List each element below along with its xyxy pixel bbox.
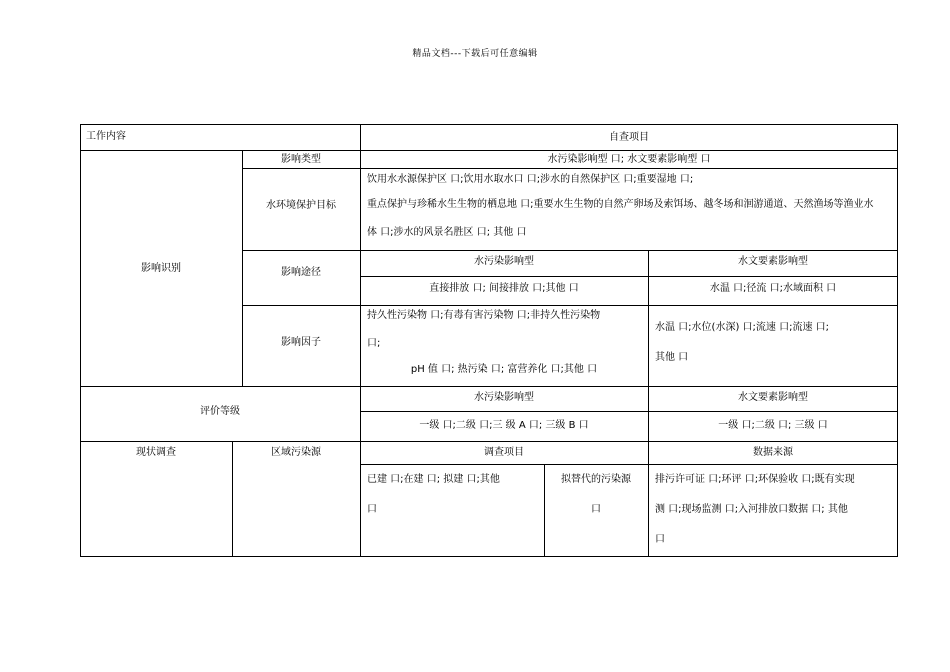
factor-hydrology-line: 水温 口;水位(水深) 口;流速 口;流速 口; [655,322,829,333]
water-env-target-line: 饮用水水源保护区 口;饮用水取水口 口;涉水的自然保护区 口;重要湿地 口; [367,174,694,185]
status-survey-label: 现状调查 [136,447,176,458]
data-source-header: 数据来源 [753,447,793,458]
data-source-line: 口 [655,534,665,545]
regional-pollution-label: 区域污染源 [271,447,321,458]
table-border-right [897,124,898,557]
path-pollution-value: 直接排放 口; 间接排放 口;其他 口 [429,283,579,294]
factor-pollution-line: 口; [367,338,381,349]
table-border-left [80,124,81,557]
row-divider [360,276,898,277]
row-divider [80,150,898,151]
eval-hydrology-type-header: 水文要素影响型 [738,392,808,403]
row-divider [360,411,898,412]
factor-pollution-line: pH 值 口; 热污染 口; 富营养化 口;其他 口 [410,364,598,375]
impact-factor-label: 影响因子 [281,337,321,348]
impact-path-label: 影响途径 [281,267,321,278]
alt-source-line: 口 [591,504,601,515]
impact-type-value: 水污染影响型 口; 水文要素影响型 口 [547,154,711,165]
path-hydrology-value: 水温 口;径流 口;水域面积 口 [709,283,837,294]
data-source-line: 排污许可证 口;环评 口;环保验收 口;既有实现 [655,474,855,485]
document-header: 精品文档---下载后可任意编辑 [412,49,538,59]
impact-identification-label: 影响识别 [141,263,181,274]
table-border-top [80,124,898,125]
col-divider [360,124,361,557]
survey-items-header: 调查项目 [484,447,524,458]
path-pollution-type-header: 水污染影响型 [474,256,534,267]
water-env-target-label: 水环境保护目标 [266,200,336,211]
eval-hydrology-value: 一级 口;二级 口; 三级 口 [718,420,828,431]
row-divider [80,441,898,442]
alt-source-line: 拟替代的污染源 [561,474,631,485]
table-border-bottom [80,556,898,557]
evaluation-level-label: 评价等级 [200,406,240,417]
eval-pollution-value: 一级 口;二级 口;三 级 A 口; 三级 B 口 [419,420,589,431]
water-env-target-line: 体 口;涉水的风景名胜区 口; 其他 口 [367,227,527,238]
row-divider [242,250,898,251]
row-divider [242,168,898,169]
survey-built-line: 口 [367,504,377,515]
survey-built-line: 已建 口;在建 口; 拟建 口;其他 [367,474,500,485]
self-check-header: 自查项目 [609,132,649,143]
factor-pollution-line: 持久性污染物 口;有毒有害污染物 口;非持久性污染物 [367,310,601,321]
water-env-target-line: 重点保护与珍稀水生生物的栖息地 口;重要水生生物的自然产卵场及索饵场、越冬场和洄游通道、天然渔场等渔业水 [367,199,874,210]
impact-type-label: 影响类型 [281,154,321,165]
factor-hydrology-line: 其他 口 [655,352,689,363]
eval-pollution-type-header: 水污染影响型 [474,392,534,403]
data-source-line: 测 口;现场监测 口;入河排放口数据 口; 其他 [655,504,848,515]
row-divider [360,464,898,465]
col-divider [648,250,649,386]
row-divider [80,386,898,387]
work-content-header: 工作内容 [86,131,126,142]
path-hydrology-type-header: 水文要素影响型 [738,256,808,267]
row-divider [242,305,898,306]
